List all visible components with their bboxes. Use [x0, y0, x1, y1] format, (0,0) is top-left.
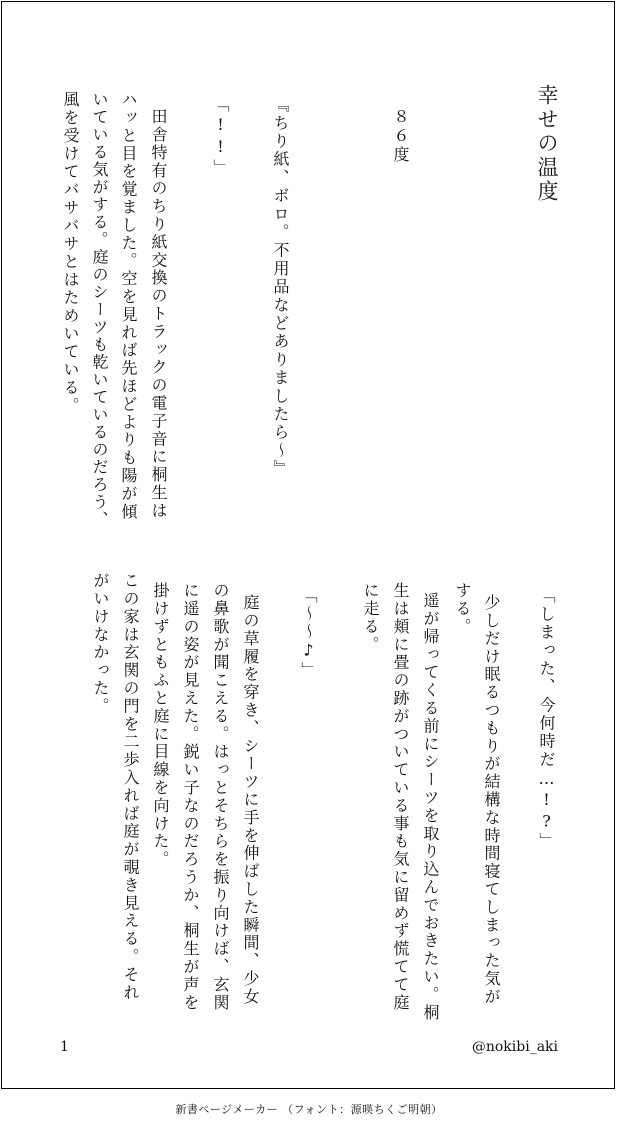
- page-number: 1: [60, 1039, 69, 1055]
- text-column: する。: [453, 582, 472, 636]
- text-column: 生は頬に畳の跡がついている事も気に留めず慌てて庭: [391, 582, 410, 1012]
- chapter-heading: ８６度: [391, 108, 410, 165]
- text-column: 風を受けてバサバサとはためいている。: [61, 91, 80, 415]
- text-column: 田舎特有のちり紙交換のトラックの電子音に桐生は: [149, 108, 168, 520]
- text-column: に遥の姿が見えた。鋭い子なのだろうか、桐生が声を: [181, 582, 200, 1012]
- novel-page: [1, 1, 615, 1089]
- text-column: いている気がする。庭のシーツも乾いているのだろう、: [90, 91, 109, 529]
- text-column: に走る。: [361, 582, 380, 654]
- text-column: 「しまった、今何時だ…!?」: [537, 587, 556, 851]
- author-handle: @nokibi_aki: [471, 1039, 558, 1055]
- text-column: 掛けずともふと庭に目線を向けた。: [151, 582, 170, 869]
- text-column: 遥が帰ってくる前にシーツを取り込んでおきたい。桐: [421, 592, 440, 1022]
- text-column: 少しだけ眠るつもりが結構な時間寝てしまった気が: [482, 594, 501, 1006]
- text-column: この家は玄関の門を二歩入れば庭が覗き見える。それ: [121, 572, 140, 1002]
- text-column: 『ちり紙、ボロ。不用品などありましたら～』: [271, 96, 290, 479]
- text-column: 「!!」: [211, 96, 230, 178]
- text-column: の鼻歌が聞こえる。はっとそちらを振り向けば、玄関: [211, 582, 230, 1012]
- story-title: 幸せの温度: [535, 84, 559, 204]
- generator-caption: 新書ページメーカー （フォント：源暎ちくご明朝）: [175, 1103, 443, 1116]
- text-column: 庭の草履を穿き、シーツに手を伸ばした瞬間、少女: [241, 594, 260, 1006]
- text-column: ハッと目を覚ました。空を見れば先ほどよりも陽が傾: [119, 91, 138, 521]
- text-column: がいけなかった。: [91, 572, 110, 716]
- text-column: 「～～♪」: [299, 587, 318, 680]
